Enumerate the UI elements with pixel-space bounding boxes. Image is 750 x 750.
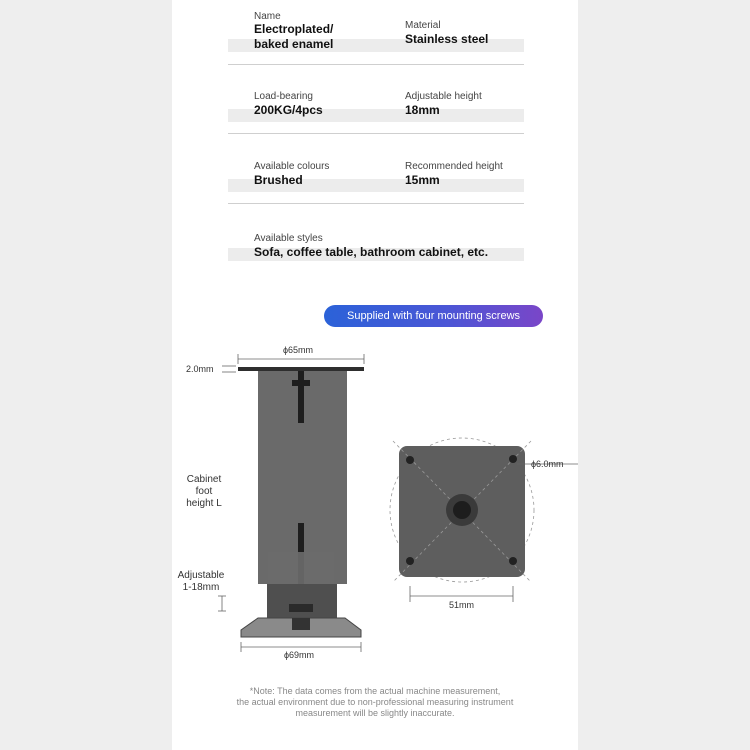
plate-width-label: 51mm: [449, 600, 475, 610]
available-styles-value: Sofa, coffee table, bathroom cabinet, etc.: [254, 245, 489, 259]
cabinet-line1: Cabinet: [186, 474, 222, 485]
adjustable-height-value: 18mm: [405, 103, 440, 117]
upper-screw: [298, 371, 304, 423]
available-colours-label: Available colours: [254, 161, 330, 172]
center-hole-icon: [453, 501, 471, 519]
screw-hole-icon: [509, 455, 517, 463]
adjust-line2: 1-18mm: [182, 582, 220, 593]
mounting-screws-banner: Supplied with four mounting screws: [324, 305, 543, 327]
material-value: Stainless steel: [405, 32, 489, 46]
load-bearing-value: 200KG/4pcs: [254, 103, 323, 117]
measurement-note: [200, 686, 550, 719]
top-width-label: ϕ65mm: [283, 345, 314, 355]
screw-hole-icon: [406, 456, 414, 464]
plate-thickness-label: 2.0mm: [186, 364, 214, 374]
cabinet-line3: height L: [186, 498, 222, 509]
base-nut: [292, 618, 310, 630]
cabinet-line2: foot: [195, 486, 213, 497]
lower-column: [267, 584, 337, 618]
screw-hole-icon: [406, 557, 414, 565]
note-line3: measurement will be slightly inaccurate.: [295, 708, 455, 718]
cabinet-height-label: [178, 474, 230, 510]
adjust-sleeve: [268, 552, 334, 586]
available-styles-label: Available styles: [254, 233, 323, 244]
top-mounting-plate: [238, 367, 364, 371]
note-line2: the actual environment due to non-professional measuring instrument: [236, 697, 514, 707]
lower-nut: [289, 604, 313, 612]
screw-nut: [292, 380, 310, 386]
hole-diameter-label: ϕ6.0mm: [531, 459, 564, 469]
recommended-height-label: Recommended height: [405, 161, 503, 172]
name-value-line2: baked enamel: [254, 37, 334, 51]
screw-hole-icon: [509, 557, 517, 565]
note-line1: *Note: The data comes from the actual machine measurement,: [249, 686, 501, 696]
load-bearing-label: Load-bearing: [254, 91, 313, 102]
material-label: Material: [405, 20, 441, 31]
adjust-line1: Adjustable: [177, 570, 225, 581]
top-width-dimension: [238, 354, 364, 364]
name-value-line1: Electroplated/: [254, 22, 334, 36]
bottom-width-label: ϕ69mm: [284, 650, 315, 660]
available-colours-value: Brushed: [254, 173, 303, 187]
recommended-height-value: 15mm: [405, 173, 440, 187]
adjustable-height-label: Adjustable height: [405, 91, 482, 102]
adjustable-range-label: [172, 570, 230, 594]
name-label: Name: [254, 11, 281, 22]
